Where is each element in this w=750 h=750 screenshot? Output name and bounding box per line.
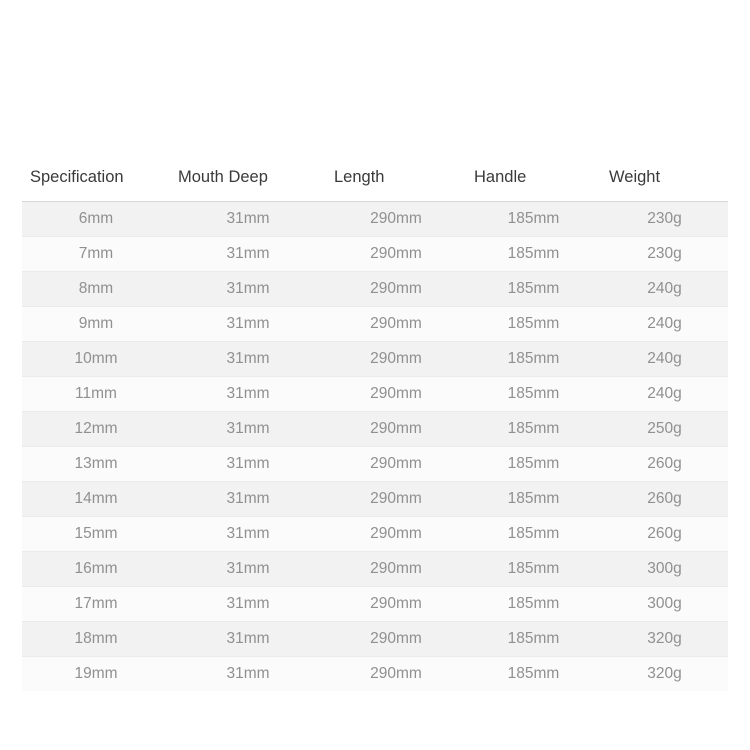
cell-specification: 15mm [22, 517, 170, 552]
cell-weight: 240g [601, 307, 728, 342]
table-row [22, 272, 728, 307]
cell-weight: 240g [601, 272, 728, 307]
cell-weight: 230g [601, 202, 728, 237]
cell-mouth-deep: 31mm [170, 272, 326, 307]
cell-weight: 320g [601, 622, 728, 657]
cell-specification: 19mm [22, 657, 170, 692]
cell-specification: 13mm [22, 447, 170, 482]
table-row [22, 237, 728, 272]
cell-weight: 260g [601, 517, 728, 552]
column-header-specification: Specification [22, 163, 170, 202]
cell-mouth-deep: 31mm [170, 482, 326, 517]
cell-handle: 185mm [466, 482, 601, 517]
cell-weight: 300g [601, 552, 728, 587]
cell-weight: 230g [601, 237, 728, 272]
cell-length: 290mm [326, 657, 466, 692]
cell-weight: 300g [601, 587, 728, 622]
table-header-row [22, 163, 728, 202]
cell-mouth-deep: 31mm [170, 202, 326, 237]
cell-length: 290mm [326, 377, 466, 412]
cell-handle: 185mm [466, 412, 601, 447]
table-row [22, 342, 728, 377]
cell-length: 290mm [326, 552, 466, 587]
cell-mouth-deep: 31mm [170, 657, 326, 692]
table-row [22, 482, 728, 517]
cell-mouth-deep: 31mm [170, 552, 326, 587]
cell-length: 290mm [326, 622, 466, 657]
cell-mouth-deep: 31mm [170, 237, 326, 272]
cell-specification: 6mm [22, 202, 170, 237]
cell-length: 290mm [326, 587, 466, 622]
table-row [22, 307, 728, 342]
cell-specification: 10mm [22, 342, 170, 377]
cell-weight: 240g [601, 377, 728, 412]
table-row [22, 657, 728, 692]
table-row [22, 552, 728, 587]
cell-length: 290mm [326, 237, 466, 272]
cell-handle: 185mm [466, 307, 601, 342]
cell-mouth-deep: 31mm [170, 412, 326, 447]
cell-specification: 11mm [22, 377, 170, 412]
table-row [22, 412, 728, 447]
cell-mouth-deep: 31mm [170, 587, 326, 622]
specification-table [22, 163, 728, 691]
table-row [22, 377, 728, 412]
cell-specification: 17mm [22, 587, 170, 622]
cell-mouth-deep: 31mm [170, 517, 326, 552]
table-row [22, 517, 728, 552]
cell-weight: 320g [601, 657, 728, 692]
column-header-length: Length [326, 163, 466, 202]
table-body [22, 202, 728, 692]
cell-handle: 185mm [466, 272, 601, 307]
cell-specification: 9mm [22, 307, 170, 342]
cell-handle: 185mm [466, 552, 601, 587]
cell-mouth-deep: 31mm [170, 622, 326, 657]
specification-table-container [22, 163, 728, 691]
table-row [22, 622, 728, 657]
cell-length: 290mm [326, 307, 466, 342]
cell-handle: 185mm [466, 517, 601, 552]
column-header-handle: Handle [466, 163, 601, 202]
cell-handle: 185mm [466, 202, 601, 237]
cell-mouth-deep: 31mm [170, 307, 326, 342]
table-row [22, 447, 728, 482]
cell-specification: 7mm [22, 237, 170, 272]
cell-specification: 12mm [22, 412, 170, 447]
cell-length: 290mm [326, 447, 466, 482]
cell-mouth-deep: 31mm [170, 447, 326, 482]
cell-length: 290mm [326, 342, 466, 377]
cell-handle: 185mm [466, 657, 601, 692]
cell-weight: 260g [601, 447, 728, 482]
cell-length: 290mm [326, 202, 466, 237]
table-row [22, 587, 728, 622]
cell-weight: 240g [601, 342, 728, 377]
cell-specification: 8mm [22, 272, 170, 307]
cell-handle: 185mm [466, 447, 601, 482]
cell-length: 290mm [326, 272, 466, 307]
cell-length: 290mm [326, 517, 466, 552]
cell-weight: 250g [601, 412, 728, 447]
cell-length: 290mm [326, 412, 466, 447]
cell-handle: 185mm [466, 342, 601, 377]
cell-mouth-deep: 31mm [170, 377, 326, 412]
cell-specification: 18mm [22, 622, 170, 657]
cell-handle: 185mm [466, 377, 601, 412]
column-header-weight: Weight [601, 163, 728, 202]
cell-mouth-deep: 31mm [170, 342, 326, 377]
cell-handle: 185mm [466, 622, 601, 657]
cell-specification: 14mm [22, 482, 170, 517]
table-header [22, 163, 728, 202]
cell-handle: 185mm [466, 237, 601, 272]
cell-handle: 185mm [466, 587, 601, 622]
cell-length: 290mm [326, 482, 466, 517]
cell-specification: 16mm [22, 552, 170, 587]
cell-weight: 260g [601, 482, 728, 517]
column-header-mouth-deep: Mouth Deep [170, 163, 326, 202]
table-row [22, 202, 728, 237]
